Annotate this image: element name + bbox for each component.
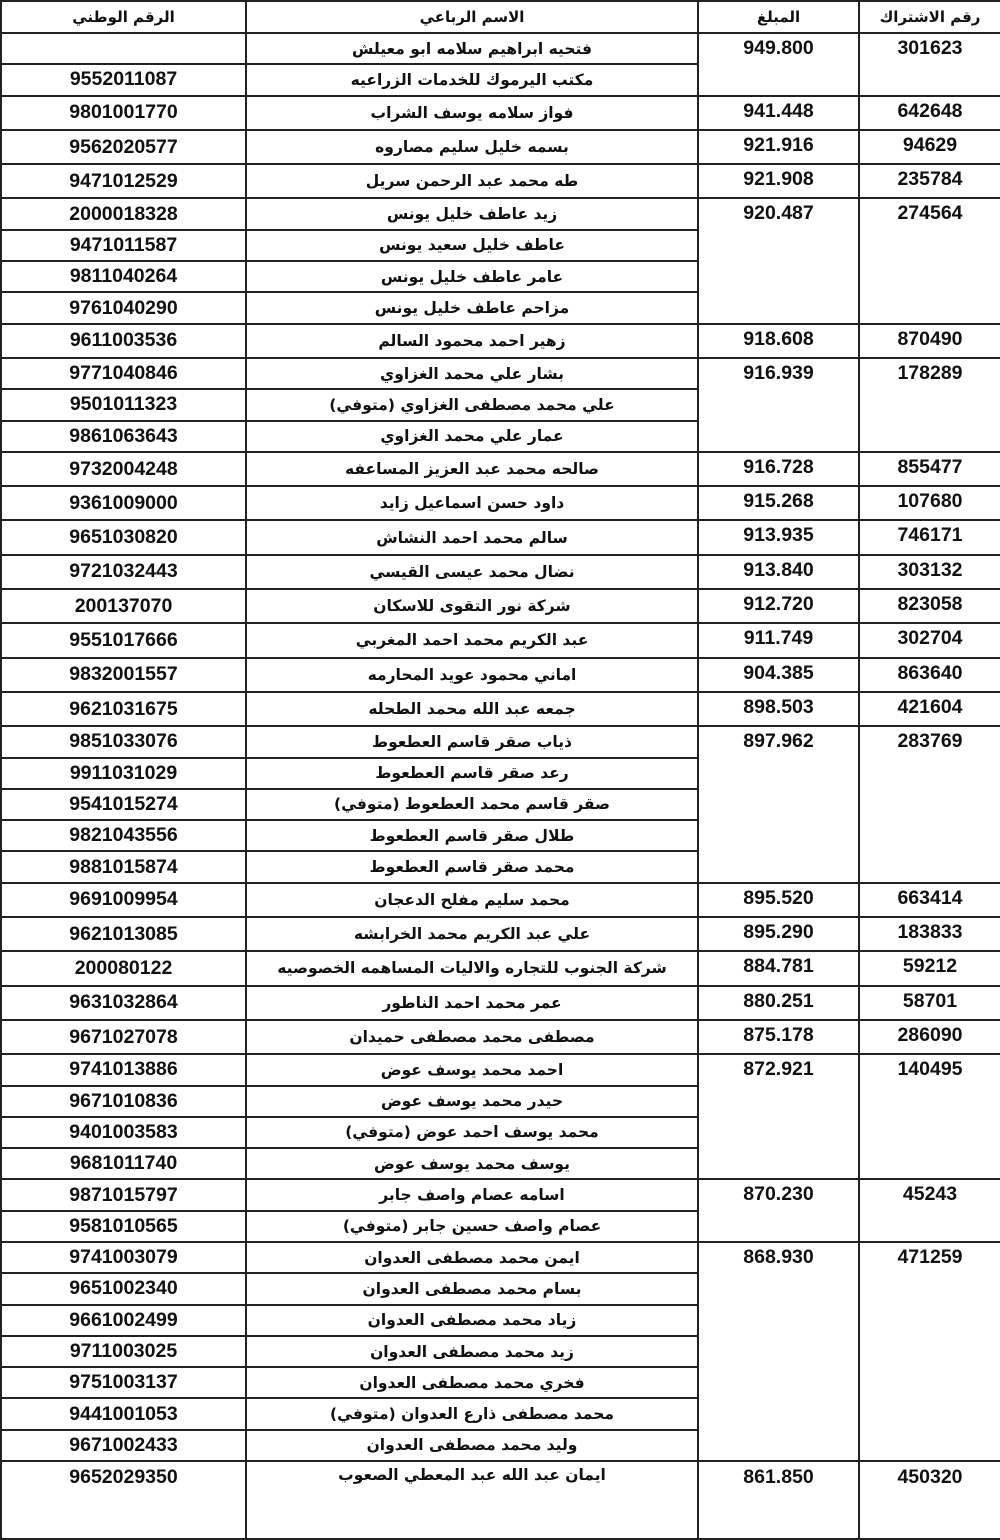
full-name-cell: طلال صقر قاسم العطعوط [246, 820, 698, 851]
full-name-cell: جمعه عبد الله محمد الطحله [246, 692, 698, 726]
full-name-cell: مزاحم عاطف خليل يونس [246, 292, 698, 323]
table-row [1, 951, 1000, 985]
national-id-cell: 9581010565 [1, 1211, 246, 1242]
national-id-cell: 9851033076 [1, 726, 246, 757]
national-id-cell: 9881015874 [1, 851, 246, 882]
table-row [1, 589, 1000, 623]
header-subscription: رقم الاشتراك [859, 1, 1000, 33]
amount-cell: 920.487 [698, 198, 859, 323]
amount-cell: 913.840 [698, 555, 859, 589]
full-name-cell: فتحيه ابراهيم سلامه ابو معيلش [246, 33, 698, 64]
national-id-cell: 9611003536 [1, 324, 246, 358]
table-row [1, 658, 1000, 692]
full-name-cell: عاطف خليل سعيد يونس [246, 230, 698, 261]
full-name-cell: محمد مصطفى ذارع العدوان (متوفي) [246, 1398, 698, 1429]
amount-cell: 898.503 [698, 692, 859, 726]
amount-cell: 916.939 [698, 358, 859, 452]
subscription-cell: 421604 [859, 692, 1000, 726]
full-name-cell: عمار علي محمد الغزاوي [246, 421, 698, 452]
subscription-cell: 286090 [859, 1020, 1000, 1054]
national-id-cell: 9631032864 [1, 986, 246, 1020]
table-row [1, 130, 1000, 164]
header-full-name: الاسم الرباعي [246, 1, 698, 33]
full-name-cell: عصام واصف حسين جابر (متوفي) [246, 1211, 698, 1242]
national-id-cell: 9671027078 [1, 1020, 246, 1054]
amount-cell: 913.935 [698, 520, 859, 554]
header-amount: المبلغ [698, 1, 859, 33]
national-id-cell: 9671002433 [1, 1430, 246, 1461]
national-id-cell: 9861063643 [1, 421, 246, 452]
full-name-cell: محمد سليم مفلح الدعجان [246, 883, 698, 917]
national-id-cell: 9761040290 [1, 292, 246, 323]
table-row [1, 1179, 1000, 1210]
full-name-cell: علي محمد مصطفى الغزاوي (متوفي) [246, 389, 698, 420]
full-name-cell: مصطفى محمد مصطفى حميدان [246, 1020, 698, 1054]
subscription-cell: 140495 [859, 1054, 1000, 1179]
amount-cell: 918.608 [698, 324, 859, 358]
amount-cell: 884.781 [698, 951, 859, 985]
full-name-cell: اسامه عصام واصف جابر [246, 1179, 698, 1210]
table-row [1, 452, 1000, 486]
full-name-cell: بشار علي محمد الغزاوي [246, 358, 698, 389]
national-id-cell: 9771040846 [1, 358, 246, 389]
national-id-cell: 9741013886 [1, 1054, 246, 1085]
national-id-cell: 9471011587 [1, 230, 246, 261]
amount-cell: 921.908 [698, 164, 859, 198]
national-id-cell: 9441001053 [1, 1398, 246, 1429]
full-name-cell: بسمه خليل سليم مصاروه [246, 130, 698, 164]
amount-cell: 895.520 [698, 883, 859, 917]
full-name-cell: مكتب اليرموك للخدمات الزراعيه [246, 64, 698, 95]
full-name-cell: حيدر محمد يوسف عوض [246, 1086, 698, 1117]
national-id-cell: 9562020577 [1, 130, 246, 164]
full-name-cell: طه محمد عبد الرحمن سريل [246, 164, 698, 198]
full-name-cell: عمر محمد احمد الناطور [246, 986, 698, 1020]
national-id-cell: 9501011323 [1, 389, 246, 420]
table-row [1, 1461, 1000, 1539]
national-id-cell: 9821043556 [1, 820, 246, 851]
national-id-cell: 9721032443 [1, 555, 246, 589]
subscription-cell: 863640 [859, 658, 1000, 692]
full-name-cell: وليد محمد مصطفى العدوان [246, 1430, 698, 1461]
national-id-cell: 9651030820 [1, 520, 246, 554]
national-id-cell: 9711003025 [1, 1336, 246, 1367]
subscription-cell: 471259 [859, 1242, 1000, 1461]
full-name-cell: زيد محمد مصطفى العدوان [246, 1336, 698, 1367]
amount-cell: 904.385 [698, 658, 859, 692]
subscription-cell: 663414 [859, 883, 1000, 917]
subscription-cell: 450320 [859, 1461, 1000, 1539]
amount-cell: 875.178 [698, 1020, 859, 1054]
national-id-cell: 9361009000 [1, 486, 246, 520]
table-row [1, 324, 1000, 358]
full-name-cell: نضال محمد عيسى القيسي [246, 555, 698, 589]
table-row [1, 358, 1000, 389]
national-id-cell: 9471012529 [1, 164, 246, 198]
full-name-cell: سالم محمد احمد النشاش [246, 520, 698, 554]
national-id-cell: 9652029350 [1, 1461, 246, 1539]
subscription-cell: 59212 [859, 951, 1000, 985]
amount-cell: 911.749 [698, 623, 859, 657]
full-name-cell: صقر قاسم محمد العطعوط (متوفي) [246, 789, 698, 820]
national-id-cell [1, 33, 246, 64]
amount-cell: 895.290 [698, 917, 859, 951]
table-row [1, 692, 1000, 726]
table-row [1, 917, 1000, 951]
table-row [1, 486, 1000, 520]
subscription-cell: 301623 [859, 33, 1000, 96]
full-name-cell: عامر عاطف خليل يونس [246, 261, 698, 292]
full-name-cell: ايمن محمد مصطفى العدوان [246, 1242, 698, 1273]
table-row [1, 883, 1000, 917]
table-row [1, 555, 1000, 589]
full-name-cell: زيد عاطف خليل يونس [246, 198, 698, 229]
amount-cell: 868.930 [698, 1242, 859, 1461]
amount-cell: 941.448 [698, 96, 859, 130]
amount-cell: 897.962 [698, 726, 859, 882]
amount-cell: 861.850 [698, 1461, 859, 1539]
full-name-cell: زهير احمد محمود السالم [246, 324, 698, 358]
table-row [1, 1054, 1000, 1085]
full-name-cell: ايمان عبد الله عبد المعطي الصعوب [246, 1461, 698, 1539]
subscription-cell: 94629 [859, 130, 1000, 164]
full-name-cell: شركة نور التقوى للاسكان [246, 589, 698, 623]
subscription-cell: 178289 [859, 358, 1000, 452]
national-id-cell: 9871015797 [1, 1179, 246, 1210]
subscription-cell: 235784 [859, 164, 1000, 198]
amount-cell: 870.230 [698, 1179, 859, 1242]
table-body [1, 33, 1000, 1539]
national-id-cell: 9551017666 [1, 623, 246, 657]
table-row [1, 1020, 1000, 1054]
national-id-cell: 9401003583 [1, 1117, 246, 1148]
national-id-cell: 9671010836 [1, 1086, 246, 1117]
full-name-cell: فواز سلامه يوسف الشراب [246, 96, 698, 130]
national-id-cell: 9911031029 [1, 758, 246, 789]
subscription-cell: 274564 [859, 198, 1000, 323]
national-id-cell: 200080122 [1, 951, 246, 985]
national-id-cell: 9552011087 [1, 64, 246, 95]
amount-cell: 921.916 [698, 130, 859, 164]
subscription-cell: 45243 [859, 1179, 1000, 1242]
national-id-cell: 9811040264 [1, 261, 246, 292]
subscription-cell: 183833 [859, 917, 1000, 951]
subscription-cell: 302704 [859, 623, 1000, 657]
national-id-cell: 9621013085 [1, 917, 246, 951]
full-name-cell: عبد الكريم محمد احمد المغربي [246, 623, 698, 657]
full-name-cell: صالحه محمد عبد العزيز المساعفه [246, 452, 698, 486]
amount-cell: 916.728 [698, 452, 859, 486]
full-name-cell: محمد صقر قاسم العطعوط [246, 851, 698, 882]
national-id-cell: 9832001557 [1, 658, 246, 692]
subscription-cell: 746171 [859, 520, 1000, 554]
table-row [1, 96, 1000, 130]
header-national-id: الرقم الوطني [1, 1, 246, 33]
table-row [1, 33, 1000, 64]
national-id-cell: 9741003079 [1, 1242, 246, 1273]
national-id-cell: 9651002340 [1, 1273, 246, 1304]
amount-cell: 872.921 [698, 1054, 859, 1179]
table-row [1, 198, 1000, 229]
table-row [1, 520, 1000, 554]
national-id-cell: 9732004248 [1, 452, 246, 486]
national-id-cell: 9681011740 [1, 1148, 246, 1179]
subscription-cell: 642648 [859, 96, 1000, 130]
subscription-cell: 303132 [859, 555, 1000, 589]
full-name-cell: شركة الجنوب للتجاره والاليات المساهمه الخصوصيه [246, 951, 698, 985]
full-name-cell: احمد محمد يوسف عوض [246, 1054, 698, 1085]
amount-cell: 912.720 [698, 589, 859, 623]
subscription-cell: 58701 [859, 986, 1000, 1020]
subscription-cell: 823058 [859, 589, 1000, 623]
full-name-cell: رعد صقر قاسم العطعوط [246, 758, 698, 789]
full-name-cell: زياد محمد مصطفى العدوان [246, 1305, 698, 1336]
full-name-cell: فخري محمد مصطفى العدوان [246, 1367, 698, 1398]
national-id-cell: 200137070 [1, 589, 246, 623]
full-name-cell: محمد يوسف احمد عوض (متوفي) [246, 1117, 698, 1148]
full-name-cell: ذياب صقر قاسم العطعوط [246, 726, 698, 757]
national-id-cell: 2000018328 [1, 198, 246, 229]
full-name-cell: يوسف محمد يوسف عوض [246, 1148, 698, 1179]
amount-cell: 949.800 [698, 33, 859, 96]
amount-cell: 880.251 [698, 986, 859, 1020]
full-name-cell: بسام محمد مصطفى العدوان [246, 1273, 698, 1304]
table-row [1, 1242, 1000, 1273]
subscription-cell: 107680 [859, 486, 1000, 520]
national-id-cell: 9541015274 [1, 789, 246, 820]
header-row [1, 1, 1000, 33]
table-row [1, 986, 1000, 1020]
subscription-cell: 283769 [859, 726, 1000, 882]
national-id-cell: 9661002499 [1, 1305, 246, 1336]
table-row [1, 726, 1000, 757]
table-row [1, 164, 1000, 198]
national-id-cell: 9801001770 [1, 96, 246, 130]
subscription-cell: 855477 [859, 452, 1000, 486]
full-name-cell: اماني محمود عويد المحارمه [246, 658, 698, 692]
amount-cell: 915.268 [698, 486, 859, 520]
national-id-cell: 9751003137 [1, 1367, 246, 1398]
national-id-cell: 9691009954 [1, 883, 246, 917]
subscription-cell: 870490 [859, 324, 1000, 358]
full-name-cell: داود حسن اسماعيل زايد [246, 486, 698, 520]
national-id-cell: 9621031675 [1, 692, 246, 726]
table-row [1, 623, 1000, 657]
full-name-cell: علي عبد الكريم محمد الخرابشه [246, 917, 698, 951]
